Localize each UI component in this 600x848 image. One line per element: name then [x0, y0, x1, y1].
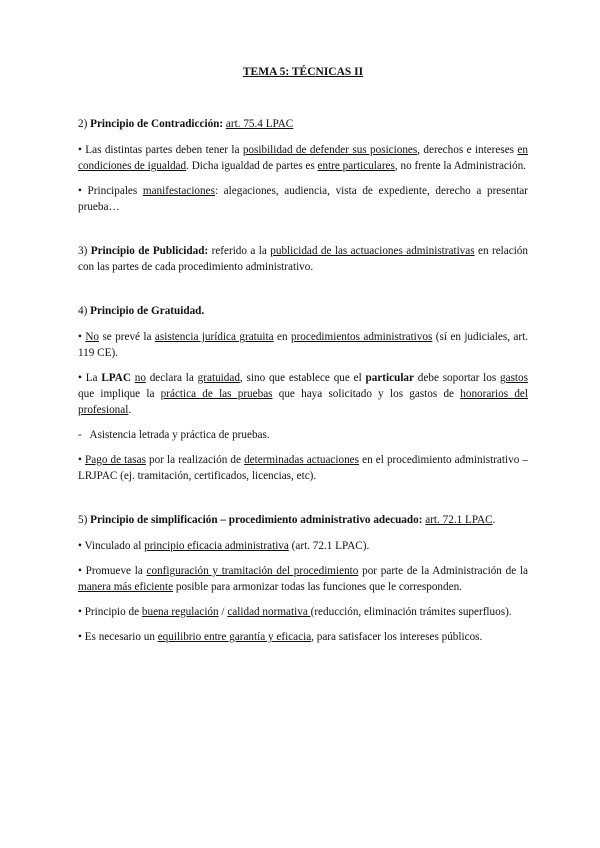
- section-publicidad: [78, 243, 528, 275]
- article-reference: art. 75.4 LPAC: [225, 118, 294, 130]
- section-number: 2): [78, 118, 91, 130]
- section-name: Principio de Gratuidad.: [90, 305, 205, 317]
- section-simplificacion: [78, 512, 528, 645]
- bullet-paragraph: • La LPAC no declara la gratuidad, sino que establece que el particular debe soportar los gastos que implique la práctica de las pruebas que haya solicitado y los gastos de honorarios del profesional.: [78, 372, 528, 416]
- bullet-paragraph: • Vinculado al principio eficacia administrativa (art. 72.1 LPAC).: [78, 540, 370, 552]
- section-name: Principio de simplificación – procedimiento administrativo adecuado:: [90, 514, 423, 526]
- article-reference: art. 72.1 LPAC: [425, 514, 493, 526]
- bullet-paragraph: • Las distintas partes deben tener la posibilidad de defender sus posiciones, derechos e intereses en condiciones de igualdad. Dicha igualdad de partes es entre particulares, no frente la Administración.: [78, 144, 528, 172]
- page-title: TEMA 5: TÉCNICAS II: [242, 66, 364, 78]
- section-contradiccion: [78, 116, 528, 215]
- section-heading: [78, 116, 528, 132]
- section-gratuidad: [78, 303, 528, 484]
- document-page: [78, 64, 528, 654]
- bullet-paragraph: • Principales manifestaciones: alegaciones, audiencia, vista de expediente, derecho a presentar prueba…: [78, 185, 528, 213]
- section-heading: 4) Principio de Gratuidad.: [78, 305, 205, 317]
- bullet-paragraph: • Principio de buena regulación / calidad normativa (reducción, eliminación trámites superfluos).: [78, 606, 512, 618]
- bullet-paragraph: • Es necesario un equilibrio entre garantía y eficacia, para satisfacer los intereses públicos.: [78, 631, 483, 643]
- bullet-paragraph: • Promueve la configuración y tramitación del procedimiento por parte de la Administración de la manera más eficiente posible para armonizar todas las funciones que le corresponden.: [78, 565, 528, 593]
- section-heading: 3) Principio de Publicidad: referido a la publicidad de las actuaciones administrativas en relación con las partes de cada procedimiento administrativo.: [78, 245, 528, 273]
- section-name: Principio de Publicidad:: [90, 245, 209, 257]
- bullet-paragraph: • No se prevé la asistencia jurídica gratuita en procedimientos administrativos (sí en judiciales, art. 119 CE).: [78, 331, 529, 359]
- section-name: Principio de Contradicción:: [90, 118, 224, 130]
- section-heading: 5) Principio de simplificación – procedimiento administrativo adecuado: art. 72.1 LPAC.: [78, 514, 496, 526]
- bullet-paragraph: • Pago de tasas por la realización de determinadas actuaciones en el procedimiento administrativo – LRJPAC (ej. tramitación, certificados, licencias, etc).: [78, 454, 528, 482]
- dash-item: - Asistencia letrada y práctica de pruebas.: [78, 429, 270, 441]
